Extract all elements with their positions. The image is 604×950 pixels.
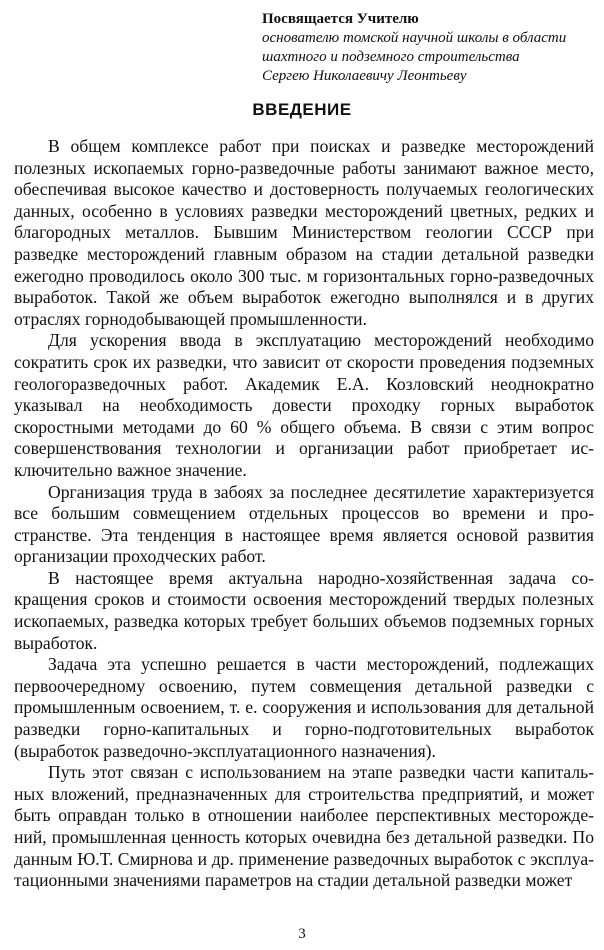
paragraph: Организация труда в забоях за последнее десятилетие характеризуется все большим совмещением отдельных процессов во времени и пространстве. Эта тенденция в настоящее время является основой развития организации проходческих работ. (14, 481, 594, 567)
paragraph: Для ускорения ввода в эксплуатацию месторождений необходимо сократить срок их разведки, что зависит от скорости проведения подземных геологоразведочных работ. Академик Е.А. Козловский неоднократно указывал на необходимость довести проходку горных выработок скоростными методами до 60 % общего объема. В связи с этим вопрос совершенствования технологии и организации работ приобретает исключительно важное значение. (14, 330, 594, 480)
paragraph: В общем комплексе работ при поисках и разведке месторождений полезных ископаемых горно-разведочные работы занимают важное место, обеспечивая высокое качество и достоверность получаемых геологических данных, особенно в условиях разведки месторождений цветных, редких и благородных металлов. Бывшим Министерством геологии СССР при разведке месторождений главным образом на стадии детальной разведки ежегодно проводилось около 300 тыс. м горизонтальных горно-разведочных выработок. Такой же объем выработок ежегодно выполнялся и в других отраслях горнодобывающей промышленности. (14, 136, 594, 329)
body-text (14, 136, 594, 892)
paragraph: Путь этот связан с использованием на этапе разведки части капитальных вложений, предназначенных для строительства предприятий, и может быть оправдан только в отношении наиболее перспективных месторождений, промышленная ценность которых очевидна без детальной разведки. По данным Ю.Т. Смирнова и др. применение разведочных выработок с эксплуатационными значениями параметров на стадии детальной разведки может (14, 762, 594, 891)
section-heading: ВВЕДЕНИЕ (252, 100, 352, 119)
dedication-line: основателю томской научной школы в области (262, 30, 567, 46)
dedication-line: Сергею Николаевичу Леонтьеву (262, 68, 467, 84)
dedication (262, 10, 592, 86)
paragraph: Задача эта успешно решается в части месторождений, подлежащих первоочередному освоению, путем совмещения детальной разведки с промышленным освоением, т. е. сооружения и использования для детальной разведки горно-капитальных и горно-подготовительных выработок (выработок разведочно-эксплуатационного назначения). (14, 654, 594, 761)
dedication-title: Посвящается Учителю (262, 11, 419, 27)
paragraph: В настоящее время актуальна народно-хозяйственная задача сокращения сроков и стоимости освоения месторождений твердых полезных ископаемых, разведка которых требует больших объемов подземных горных выработок. (14, 567, 594, 653)
page-number: 3 (298, 926, 306, 942)
dedication-line: шахтного и подземного строительства (262, 49, 520, 65)
